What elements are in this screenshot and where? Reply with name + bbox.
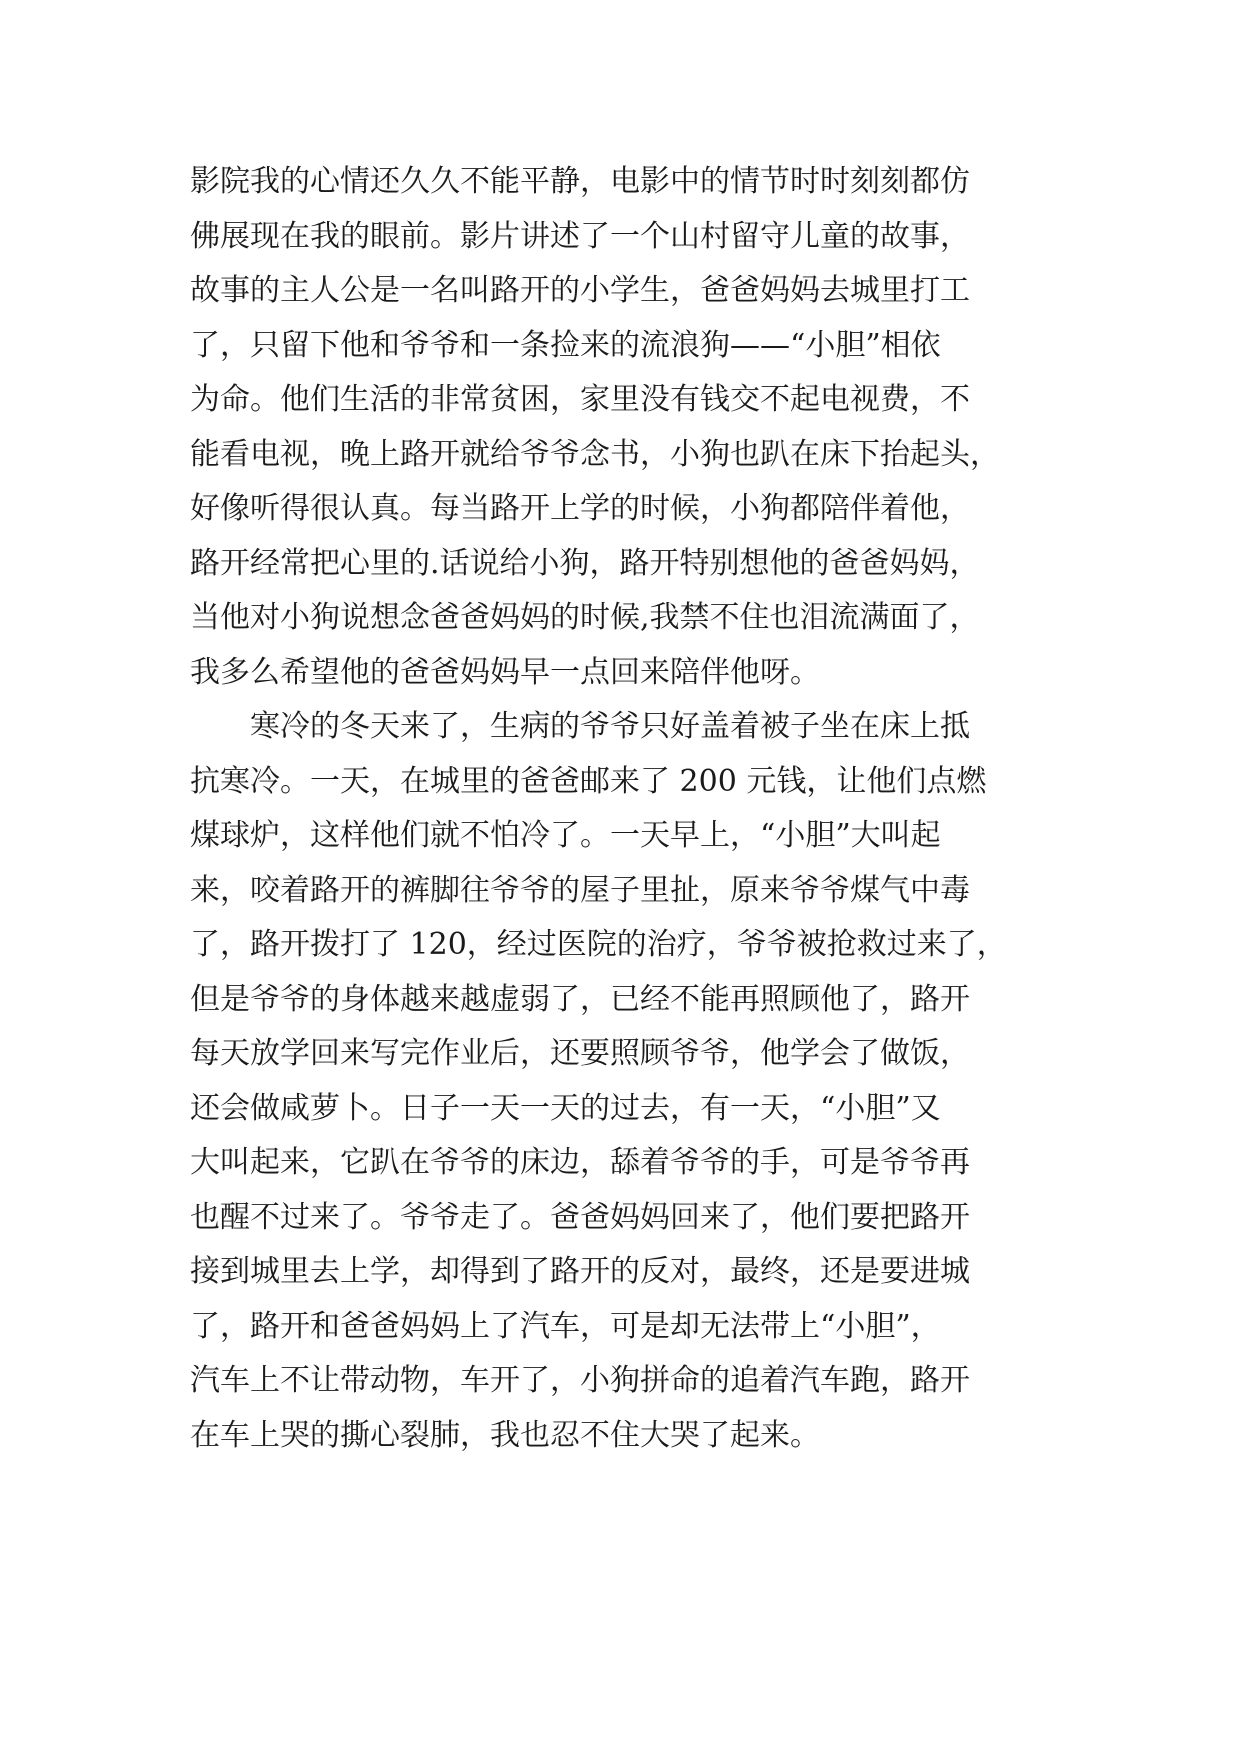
- text-line: 了，只留下他和爷爷和一条捡来的流浪狗——“小胆”相依: [190, 327, 941, 363]
- text-line: 了，路开和爸爸妈妈上了汽车，可是却无法带上“小胆”，: [190, 1308, 941, 1344]
- text-line: 大叫起来，它趴在爷爷的床边，舔着爷爷的手，可是爷爷再: [190, 1145, 970, 1180]
- text-line: 煤球炉，这样他们就不怕冷了。一天早上，“小胆”大叫起: [190, 818, 941, 853]
- text-line: 接到城里去上学，却得到了路开的反对，最终，还是要进城: [190, 1254, 970, 1289]
- text-line: 但是爷爷的身体越来越虚弱了，已经不能再照顾他了，路开: [190, 981, 970, 1017]
- text-line: 影院我的心情还久久不能平静，电影中的情节时时刻刻都仿: [190, 164, 970, 199]
- text-line: 路开经常把心里的.话说给小狗，路开特别想他的爸爸妈妈，: [190, 545, 980, 581]
- text-line: 当他对小狗说想念爸爸妈妈的时候,我禁不住也泪流满面了，: [190, 600, 980, 635]
- text-line: 来，咬着路开的裤脚往爷爷的屋子里扯，原来爷爷煤气中毒: [190, 872, 970, 908]
- text-line: 抗寒冷。一天，在城里的爸爸邮来了 200 元钱，让他们点燃: [190, 763, 987, 799]
- text-line: 我多么希望他的爸爸妈妈早一点回来陪伴他呀。: [190, 654, 820, 690]
- text-line: 为命。他们生活的非常贫困，家里没有钱交不起电视费，不: [190, 382, 970, 417]
- paragraph-2: [190, 700, 1070, 1463]
- paragraph-1: [190, 155, 1070, 700]
- document-body: [190, 155, 1070, 1463]
- text-line: 汽车上不让带动物，车开了，小狗拼命的追着汽车跑，路开: [190, 1363, 970, 1398]
- text-line: 佛展现在我的眼前。影片讲述了一个山村留守儿童的故事，: [190, 218, 970, 254]
- text-line: 了，路开拨打了 120，经过医院的治疗，爷爷被抢救过来了，: [190, 927, 1007, 962]
- text-line: 故事的主人公是一名叫路开的小学生，爸爸妈妈去城里打工: [190, 273, 970, 308]
- text-line: 还会做咸萝卜。日子一天一天的过去，有一天，“小胆”又: [190, 1090, 941, 1126]
- text-line: 寒冷的冬天来了，生病的爷爷只好盖着被子坐在床上抵: [190, 709, 970, 744]
- text-line: 也醒不过来了。爷爷走了。爸爸妈妈回来了，他们要把路开: [190, 1199, 970, 1235]
- text-line: 在车上哭的撕心裂肺，我也忍不住大哭了起来。: [190, 1417, 820, 1453]
- text-line: 好像听得很认真。每当路开上学的时候，小狗都陪伴着他，: [190, 491, 970, 526]
- text-line: 每天放学回来写完作业后，还要照顾爷爷，他学会了做饭，: [190, 1036, 970, 1071]
- text-line: 能看电视，晚上路开就给爷爷念书，小狗也趴在床下抬起头，: [190, 436, 1000, 472]
